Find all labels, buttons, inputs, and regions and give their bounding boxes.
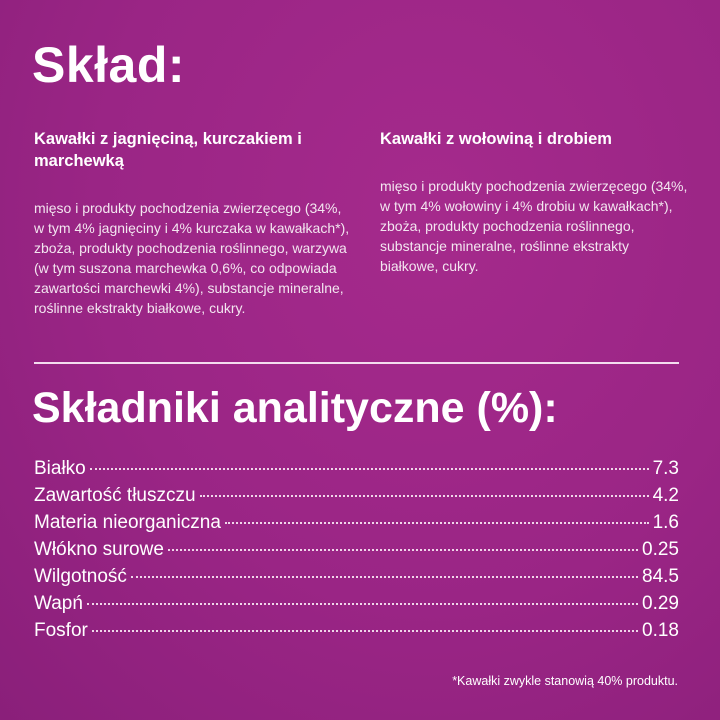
column-text: mięso i produkty pochodzenia zwierzęcego (34%, w tym 4% wołowiny i 4% drobiu w kawałkach*), zboża, produkty pochodzenia roślinnego, substancje mineralne, roślinne ekstrakty białkowe, cukry. — [380, 178, 688, 274]
page-title: Skład: — [32, 37, 186, 93]
table-row — [34, 485, 679, 512]
row-value: 7.3 — [652, 458, 679, 479]
table-row — [34, 593, 679, 620]
row-value: 0.18 — [642, 620, 679, 641]
dot-leader — [90, 468, 649, 470]
ingredients-column-beef — [380, 128, 690, 276]
table-row — [34, 539, 679, 566]
table-row — [34, 620, 679, 647]
row-value: 1.6 — [652, 512, 679, 533]
row-label: Zawartość tłuszczu — [34, 485, 196, 506]
row-label: Białko — [34, 458, 86, 479]
divider — [34, 362, 679, 364]
row-label: Wilgotność — [34, 566, 127, 587]
row-label: Fosfor — [34, 620, 88, 641]
table-row — [34, 566, 679, 593]
row-value: 4.2 — [652, 485, 679, 506]
row-label: Włókno surowe — [34, 539, 164, 560]
ingredients-column-lamb — [34, 128, 354, 318]
column-heading: Kawałki z jagnięciną, kurczakiem i marchewką — [34, 130, 302, 170]
analytics-table — [34, 458, 679, 647]
row-value: 0.25 — [642, 539, 679, 560]
column-text: mięso i produkty pochodzenia zwierzęcego (34%, w tym 4% jagnięciny i 4% kurczaka w kawałkach*), zboża, produkty pochodzenia roślinnego, warzywa (w tym suszona marchewka 0,6%, co odpowiada zawartości marchewki 4%), substancje mineralne, roślinne ekstrakty białkowe, cukry. — [34, 200, 350, 316]
analytics-title: Składniki analityczne (%): — [32, 384, 558, 432]
dot-leader — [168, 549, 638, 551]
footnote: *Kawałki zwykle stanowią 40% produktu. — [452, 674, 678, 688]
table-row — [34, 512, 679, 539]
dot-leader — [87, 603, 638, 605]
row-label: Materia nieorganiczna — [34, 512, 221, 533]
row-value: 84.5 — [642, 566, 679, 587]
dot-leader — [131, 576, 638, 578]
column-heading: Kawałki z wołowiną i drobiem — [380, 130, 612, 148]
table-row — [34, 458, 679, 485]
row-label: Wapń — [34, 593, 83, 614]
dot-leader — [225, 522, 649, 524]
dot-leader — [200, 495, 649, 497]
row-value: 0.29 — [642, 593, 679, 614]
dot-leader — [92, 630, 638, 632]
